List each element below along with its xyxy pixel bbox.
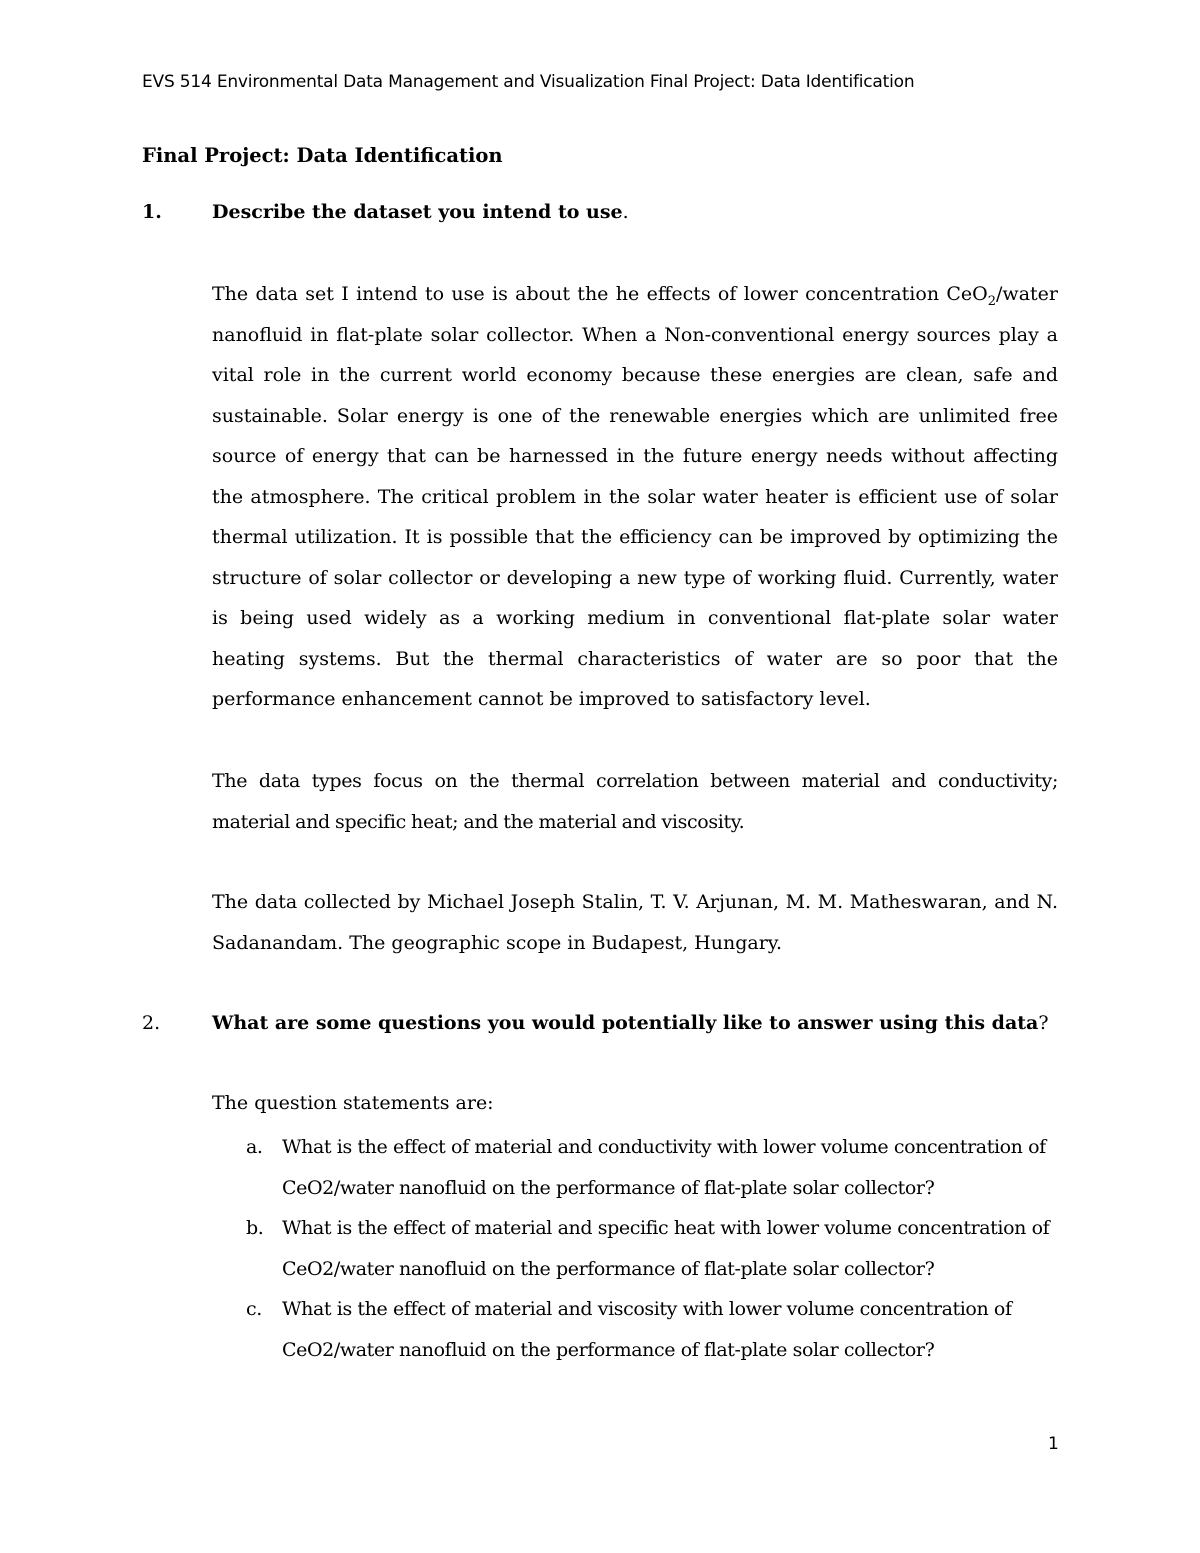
list-marker: c. bbox=[246, 1298, 262, 1320]
list-item bbox=[212, 1127, 1058, 1208]
running-header: EVS 514 Environmental Data Management and Visualization Final Project: Data Identification bbox=[142, 72, 915, 92]
question-statements-list bbox=[212, 1127, 1058, 1370]
question-2-number: 2. bbox=[142, 1012, 161, 1034]
question-1-heading bbox=[142, 201, 629, 223]
list-marker: a. bbox=[246, 1136, 263, 1158]
question-1-number: 1. bbox=[142, 201, 162, 223]
page-number: 1 bbox=[1048, 1434, 1059, 1454]
list-item bbox=[212, 1208, 1058, 1289]
list-item-text: What is the effect of material and conductivity with lower volume concentration of CeO2/water nanofluid on the performance of flat-plate solar collector? bbox=[282, 1136, 1046, 1199]
list-marker: b. bbox=[246, 1217, 264, 1239]
para1-subscript: 2 bbox=[987, 293, 997, 309]
question-1-punct: . bbox=[622, 201, 629, 223]
question-2-heading bbox=[142, 1012, 1049, 1034]
question-2-text: What are some questions you would potentially like to answer using this data bbox=[212, 1012, 1039, 1034]
data-types-paragraph: The data types focus on the thermal correlation between material and conductivity; material and specific heat; and the material and viscosity. bbox=[212, 770, 1058, 833]
question-1-text: Describe the dataset you intend to use bbox=[212, 201, 623, 223]
page-title: Final Project: Data Identification bbox=[142, 144, 503, 167]
question-2-punct: ? bbox=[1038, 1012, 1049, 1034]
para1-rest: /water nanofluid in flat-plate solar collector. When a Non-conventional energy sources play a vital role in the current world economy because these energies are clean, safe and sustainable. Solar energy is one of the renewable energies which are unlimited free source of energy that can be harnessed in the future energy needs without affecting the atmosphere. The critical problem in the solar water heater is efficient use of solar thermal utilization. It is possible that the efficiency can be improved by optimizing the structure of solar collector or developing a new type of working fluid. Currently, water is being used widely as a working medium in conventional flat-plate solar water heating systems. But the thermal characteristics of water are so poor that the performance enhancement cannot be improved to satisfactory level. bbox=[212, 283, 1058, 710]
question-statements-intro: The question statements are: bbox=[212, 1092, 494, 1114]
list-item-text: What is the effect of material and viscosity with lower volume concentration of CeO2/water nanofluid on the performance of flat-plate solar collector? bbox=[282, 1298, 1012, 1361]
para1-start: The data set I intend to use is about the he effects of lower concentration CeO bbox=[212, 283, 988, 305]
list-item bbox=[212, 1289, 1058, 1370]
list-item-text: What is the effect of material and specific heat with lower volume concentration of CeO2/water nanofluid on the performance of flat-plate solar collector? bbox=[282, 1217, 1050, 1280]
dataset-description-paragraph bbox=[212, 274, 1058, 720]
data-source-paragraph: The data collected by Michael Joseph Stalin, T. V. Arjunan, M. M. Matheswaran, and N. Sadanandam. The geographic scope in Budapest, Hungary. bbox=[212, 891, 1058, 954]
